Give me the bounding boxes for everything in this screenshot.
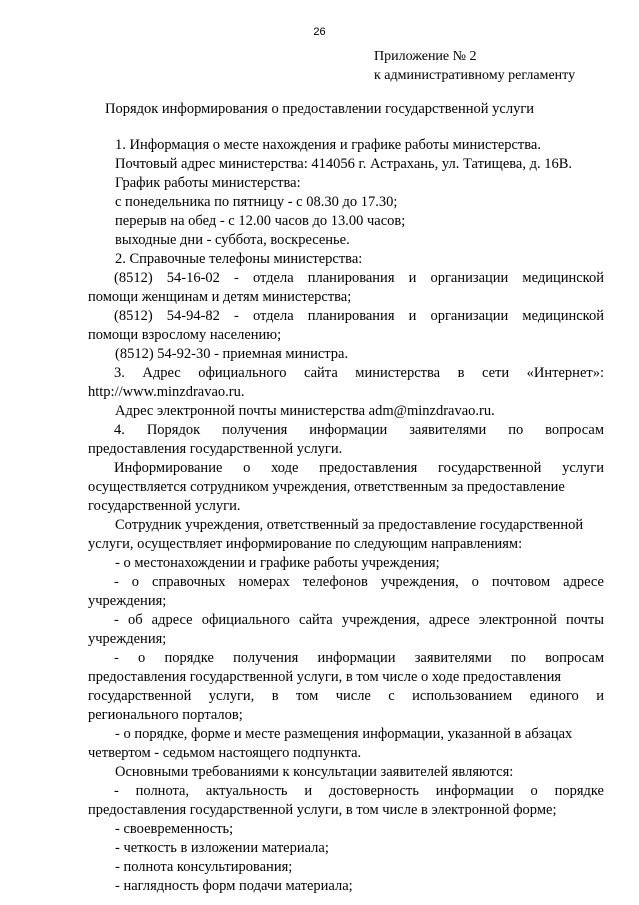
text-line: - четкость в изложении материала; [115,840,329,856]
page-number: 26 [313,26,326,38]
text-line: Основными требованиями к консультации заявителей являются: [115,764,514,780]
text-line: помощи взрослому населению; [88,327,282,343]
appendix-subtitle: к административному регламенту [374,68,576,83]
text-line: государственной услуги, в том числе с использованием единого и [88,688,604,704]
text-line: - о порядке, форме и месте размещения информации, указанной в абзацах [115,726,573,742]
text-line: - наглядность форм подачи материала; [115,878,353,894]
text-line: - о справочных номерах телефонов учреждения, о почтовом адресе [114,574,604,590]
text-line: учреждения; [88,631,167,647]
text-line: 4. Порядок получения информации заявителями по вопросам [114,422,604,438]
text-line: - о порядке получения информации заявителями по вопросам [114,650,604,666]
text-line: учреждения; [88,593,167,609]
document-title: Порядок информирования о предоставлении государственной услуги [104,101,535,117]
text-line: перерыв на обед - с 12.00 часов до 13.00 часов; [115,213,406,229]
text-line: 3. Адрес официального сайта министерства в сети «Интернет»: [114,365,604,381]
text-line: осуществляется сотрудником учреждения, ответственным за предоставление [88,479,565,495]
text-line: регионального порталов; [88,707,243,723]
text-line: График работы министерства: [115,175,301,191]
text-line: с понедельника по пятницу - с 08.30 до 17.30; [115,194,398,210]
text-line: Сотрудник учреждения, ответственный за предоставление государственной [115,517,584,533]
text-line: - о местонахождении и графике работы учреждения; [115,555,440,571]
text-line: услуги, осуществляет информирование по следующим направлениям: [88,536,523,552]
text-line: (8512) 54-16-02 - отдела планирования и организации медицинской [114,270,604,286]
text-line: четвертом - седьмом настоящего подпункта. [88,745,362,761]
text-line: - полнота, актуальность и достоверность информации о порядке [114,783,604,799]
text-line: Почтовый адрес министерства: 414056 г. Астрахань, ул. Татищева, д. 16В. [115,156,573,172]
text-line: (8512) 54-92-30 - приемная министра. [115,346,349,362]
text-line: http://www.minzdravao.ru. [88,384,245,400]
text-line: (8512) 54-94-82 - отдела планирования и организации медицинской [114,308,604,324]
text-line: помощи женщинам и детям министерства; [88,289,352,305]
text-line: Адрес электронной почты министерства adm@minzdravao.ru. [115,403,495,419]
text-line: предоставления государственной услуги. [88,441,343,457]
text-line: - своевременность; [115,821,234,837]
text-line: - об адресе официального сайта учреждения, адресе электронной почты [114,612,604,628]
text-line: - полнота консультирования; [115,859,293,875]
text-line: выходные дни - суббота, воскресенье. [115,232,350,248]
text-line: предоставления государственной услуги, в том числе о ходе предоставления [88,669,562,685]
text-line: предоставления государственной услуги, в том числе в электронной форме; [88,802,557,818]
text-line: 1. Информация о месте нахождения и графике работы министерства. [115,137,541,153]
text-line: 2. Справочные телефоны министерства: [115,251,363,267]
appendix-label: Приложение № 2 [374,49,477,64]
text-line: государственной услуги. [88,498,241,514]
text-line: Информирование о ходе предоставления государственной услуги [114,460,604,476]
